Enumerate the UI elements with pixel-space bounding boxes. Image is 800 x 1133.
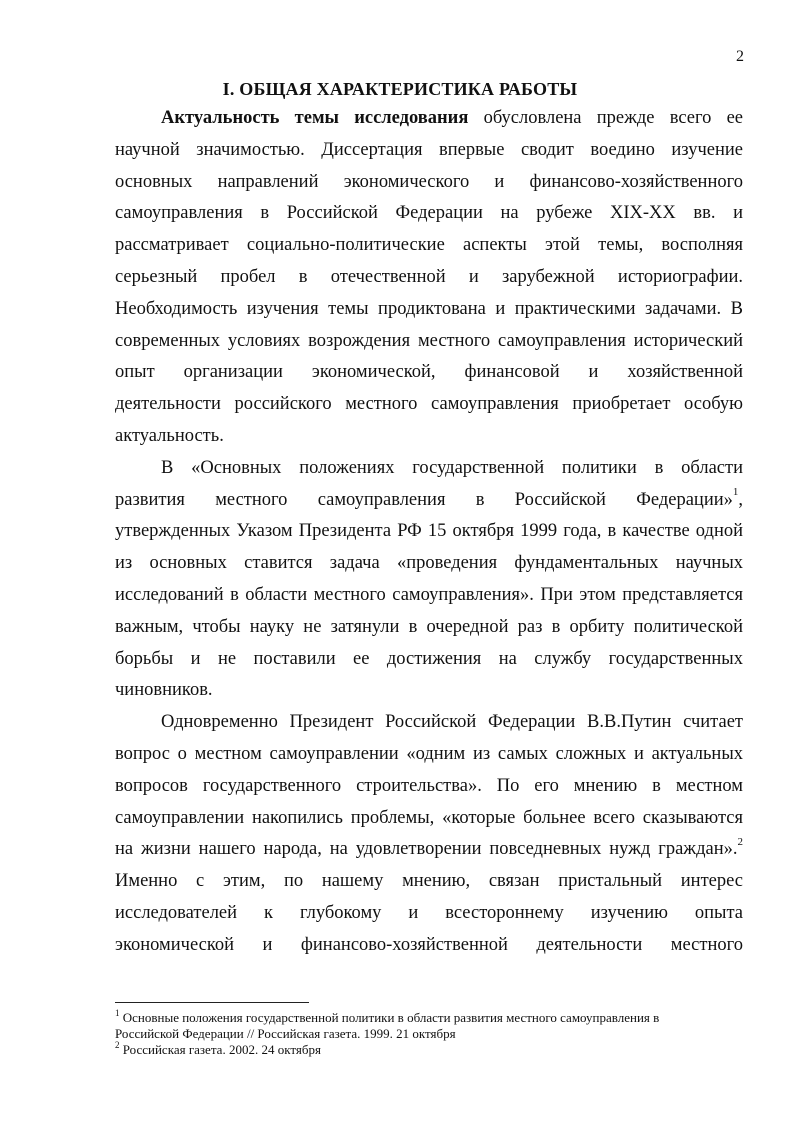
text-line: экономической и финансово-хозяйственной деятельности местного	[115, 934, 743, 955]
text-line	[115, 834, 743, 866]
text-line: исследователей к глубокому и всестороннему изучению опыта	[115, 902, 743, 923]
text-line: серьезный пробел в отечественной и зарубежной историографии.	[115, 266, 743, 287]
bold-lead: Актуальность темы исследования	[161, 108, 469, 128]
text-line: Одновременно Президент Российской Федерации В.В.Путин считает	[161, 712, 743, 733]
text-line: Необходимость изучения темы продиктована и практическими задачами. В	[115, 298, 743, 319]
footnote-mark: 1	[732, 486, 739, 499]
text-line: Именно с этим, по нашему мнению, связан пристальный интерес	[115, 871, 743, 892]
text-line: чиновников.	[115, 680, 213, 701]
text-line: борьбы и не поставили ее достижения на службу государственных	[115, 648, 743, 669]
text-line: опыт организации экономической, финансовой и хозяйственной	[115, 362, 743, 383]
body-text	[115, 103, 743, 962]
text-line: В «Основных положениях государственной политики в области	[161, 457, 743, 478]
footnote-divider	[115, 1002, 309, 1003]
footnotes	[115, 1007, 743, 1058]
text-line: самоуправлении накопились проблемы, «которые больнее всего сказываются	[115, 807, 743, 828]
footnote-mark: 2	[737, 836, 743, 849]
footnote-text: Российская газета. 2002. 24 октября	[119, 1042, 321, 1057]
text-line: исследований в области местного самоуправления». При этом представляется	[115, 584, 743, 605]
text-line-part: обусловлена прежде всего ее	[468, 108, 744, 128]
footnote-2	[115, 1039, 743, 1058]
footnote-1-continued	[115, 1026, 743, 1042]
text-line	[115, 103, 743, 135]
text-line: вопросов государственного строительства». По его мнению в местном	[115, 775, 743, 796]
text-line-part: ,	[738, 489, 743, 510]
text-line: основных направлений экономического и финансово-хозяйственного	[115, 171, 743, 192]
text-line: утвержденных Указом Президента РФ 15 октября 1999 года, в качестве одной	[115, 521, 743, 542]
text-line: важным, чтобы науку не затянули в очередной раз в орбиту политической	[115, 616, 743, 637]
footnote-1	[115, 1007, 743, 1026]
paragraph-relevance	[115, 103, 743, 453]
footnote-number: 1	[115, 1007, 120, 1018]
footnote-text: Основные положения государственной политики в области развития местного самоуправления в	[119, 1010, 660, 1025]
text-line-part: развития местного самоуправления в Российской Федерации»	[115, 489, 733, 510]
footnote-text: Российской Федерации // Российская газета. 1999. 21 октября	[115, 1026, 456, 1041]
section-title: I. ОБЩАЯ ХАРАКТЕРИСТИКА РАБОТЫ	[222, 79, 578, 99]
paragraph-policy	[115, 453, 743, 707]
text-line: самоуправления в Российской Федерации на рубеже XIX-XX вв. и	[115, 203, 743, 224]
paragraph-president	[115, 707, 743, 961]
text-line	[115, 485, 743, 517]
text-line: вопрос о местном самоуправлении «одним из самых сложных и актуальных	[115, 743, 743, 764]
text-line: научной значимостью. Диссертация впервые сводит воедино изучение	[115, 139, 743, 160]
text-line: из основных ставится задача «проведения фундаментальных научных	[115, 553, 743, 574]
footnote-number: 2	[115, 1039, 120, 1050]
page-number: 2	[736, 48, 744, 65]
text-line: современных условиях возрождения местного самоуправления исторический	[115, 330, 743, 351]
text-line-part: на жизни нашего народа, на удовлетворении повседневных нужд граждан».	[115, 839, 738, 860]
text-line: деятельности российского местного самоуправления приобретает особую	[115, 394, 743, 415]
text-line: актуальность.	[115, 425, 224, 446]
text-line: рассматривает социально-политические аспекты этой темы, восполняя	[115, 235, 743, 256]
